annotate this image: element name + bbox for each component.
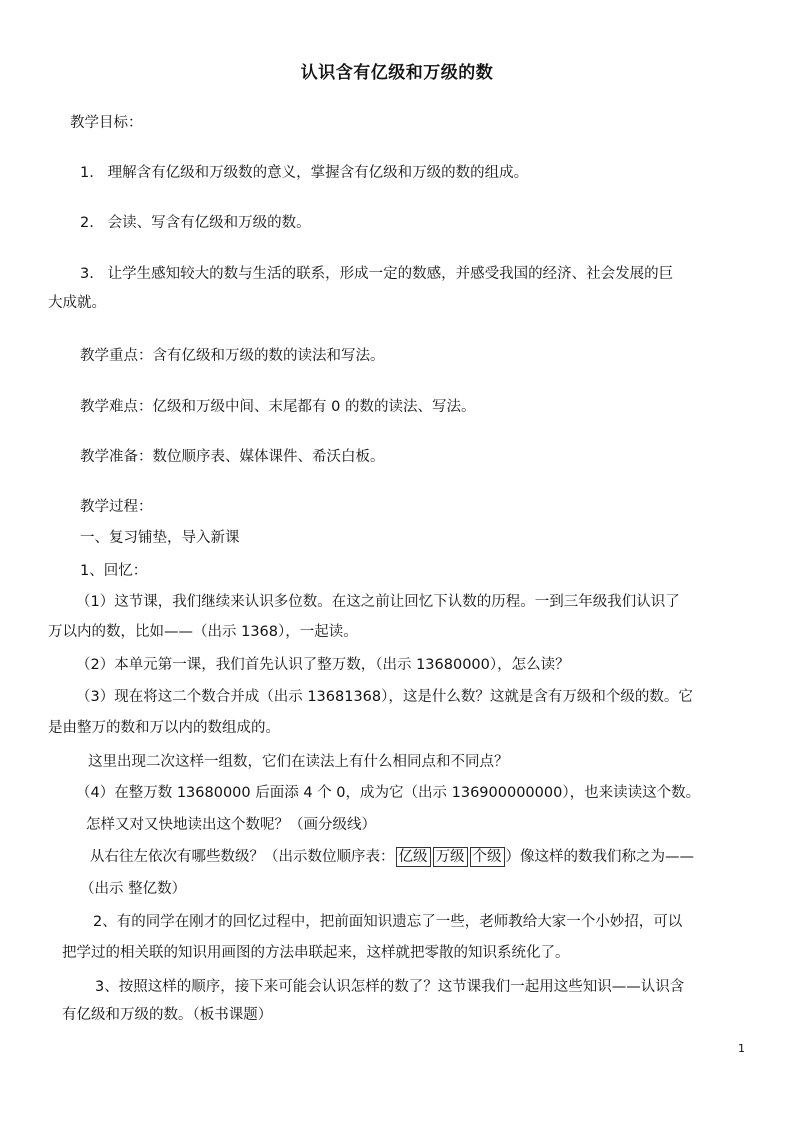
- item-1-heading: 1、回忆：: [80, 563, 148, 579]
- item-2-line-2: 把学过的相关联的知识用画图的方法串联起来，这样就把零散的知识系统化了。: [62, 945, 570, 961]
- process-heading: 教学过程：: [80, 499, 153, 515]
- goal-2: [80, 213, 311, 233]
- key-point: 教学重点：含有亿级和万级的数的读法和写法。: [80, 348, 385, 364]
- paragraph-5: 怎样又对又快地读出这个数呢？（画分级线）: [86, 817, 376, 833]
- paragraph-6-after: ）像这样的数我们称之为——: [505, 849, 694, 865]
- goal-2-text: 会读、写含有亿级和万级的数。: [107, 215, 311, 231]
- boxed-label-yi: 亿级: [396, 847, 431, 867]
- goal-3-text: 让学生感知较大的数与生活的联系，形成一定的数感，并感受我国的经济、社会发展的巨: [107, 266, 674, 282]
- difficulty: 教学难点：亿级和万级中间、末尾都有 0 的数的读法、写法。: [80, 399, 476, 415]
- paragraph-6-line-1: [90, 847, 694, 867]
- goal-2-number: 2.: [80, 215, 94, 231]
- document-title: 认识含有亿级和万级的数: [300, 63, 494, 83]
- item-3-line-1: 3、按照这样的顺序，接下来可能会认识怎样的数了？这节课我们一起用这些知识——认识含: [95, 979, 685, 995]
- boxed-label-wan: 万级: [433, 847, 468, 867]
- goal-1-text: 理解含有亿级和万级数的意义，掌握含有亿级和万级的数的组成。: [107, 165, 529, 181]
- paragraph-2: （2）本单元第一课，我们首先认识了整万数，（出示 13680000），怎么读？: [76, 657, 570, 673]
- goal-3: [80, 264, 673, 284]
- paragraph-3-line-2: 是由整万的数和万以内的数组成的。: [48, 720, 280, 736]
- page-number: 1: [738, 1042, 745, 1055]
- item-3-line-2: 有亿级和万级的数。（板书课题）: [62, 1007, 273, 1023]
- paragraph-1-line-1: （1）这节课，我们继续来认识多位数。在这之前让回忆下认数的历程。一到三年级我们认识了: [76, 594, 680, 610]
- paragraph-1-line-2: 万以内的数，比如——（出示 1368），一起读。: [48, 624, 358, 640]
- paragraph-3-line-1: （3）现在将这二个数合并成（出示 13681368），这是什么数？这就是含有万级和个级的数。它: [76, 689, 693, 705]
- preparation: 教学准备：数位顺序表、媒体课件、希沃白板。: [80, 449, 385, 465]
- goal-3-number: 3.: [80, 266, 94, 282]
- section-1-heading: 一、复习铺垫，导入新课: [80, 530, 240, 546]
- goals-heading: 教学目标：: [70, 115, 143, 131]
- paragraph-4: （4）在整万数 13680000 后面添 4 个 0，成为它（出示 136900000000），也来读读这个数。: [76, 785, 701, 801]
- item-2-line-1: 2、有的同学在刚才的回忆过程中，把前面知识遗忘了一些，老师教给大家一个小妙招，可以: [93, 914, 683, 930]
- boxed-label-ge: 个级: [470, 847, 505, 867]
- paragraph-3-line-3: 这里出现二次这样一组数，它们在读法上有什么相同点和不同点？: [88, 754, 509, 770]
- goal-3-continuation: 大成就。: [48, 295, 106, 311]
- goal-1-number: 1.: [80, 165, 94, 181]
- paragraph-6-line-2: （出示 整亿数）: [80, 881, 187, 897]
- paragraph-6-before: 从右往左依次有哪些数级？（出示数位顺序表：: [90, 849, 395, 865]
- goal-1: [80, 163, 528, 183]
